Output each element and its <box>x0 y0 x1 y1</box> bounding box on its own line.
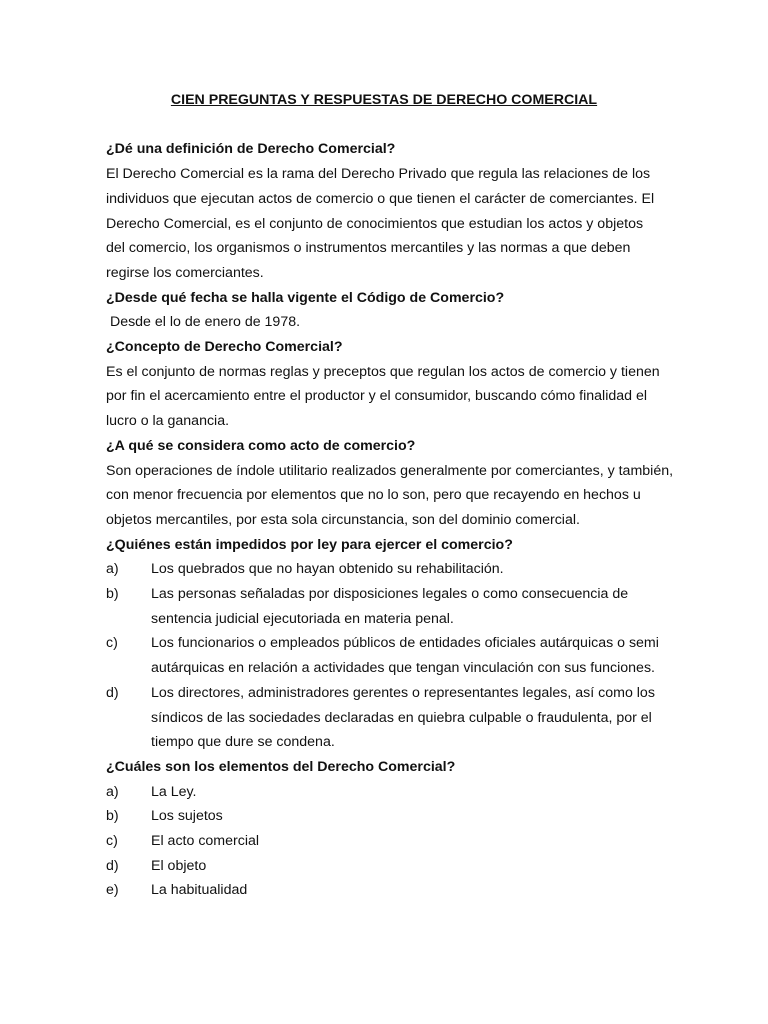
list-item-line: Los sujetos <box>151 808 223 825</box>
list-item-text <box>151 804 662 829</box>
answer-line: objetos mercantiles, por esta sola circunstancia, son del dominio comercial. <box>106 511 580 528</box>
answer-line: con menor frecuencia por elementos que no lo son, pero que recayendo en hechos u <box>106 487 641 504</box>
list-marker: b) <box>106 586 119 603</box>
list-marker: c) <box>106 833 118 850</box>
qa-section <box>106 434 674 533</box>
answer-line: regirse los comerciantes. <box>106 264 264 281</box>
answer-line: Son operaciones de índole utilitario realizados generalmente por comerciantes, y también, <box>106 462 674 479</box>
question-heading: ¿Concepto de Derecho Comercial? <box>106 339 343 356</box>
list-item <box>106 681 662 755</box>
list-item-line: tiempo que dure se condena. <box>151 734 335 751</box>
list-item-text <box>151 780 662 805</box>
list-item <box>106 829 662 854</box>
list-item <box>106 631 662 680</box>
list-item-text <box>151 557 662 582</box>
question-heading: ¿Desde qué fecha se halla vigente el Código de Comercio? <box>106 289 505 306</box>
document-page <box>106 88 674 903</box>
list-item-text <box>151 681 662 755</box>
answer-line: Es el conjunto de normas reglas y preceptos que regulan los actos de comercio y tienen <box>106 363 660 380</box>
answer-line: Derecho Comercial, es el conjunto de conocimientos que estudian los actos y objetos <box>106 215 644 232</box>
list-marker: b) <box>106 808 119 825</box>
list-marker: d) <box>106 684 119 701</box>
list-item-line: Las personas señaladas por disposiciones legales o como consecuencia de <box>151 586 629 603</box>
qa-section <box>106 335 662 434</box>
qa-section <box>106 137 662 285</box>
qa-section <box>106 286 662 335</box>
list-item-text <box>151 878 662 903</box>
list-item-line: autárquicas en relación a actividades que tengan vinculación con sus funciones. <box>151 660 655 677</box>
list-item <box>106 780 662 805</box>
question-heading: ¿Cuáles son los elementos del Derecho Comercial? <box>106 758 456 775</box>
document-title: CIEN PREGUNTAS Y RESPUESTAS DE DERECHO COMERCIAL <box>170 92 598 108</box>
list-item-line: Los directores, administradores gerentes o representantes legales, así como los <box>151 684 655 701</box>
list-item-text <box>151 854 662 879</box>
question-heading: ¿Quiénes están impedidos por ley para ejercer el comercio? <box>106 536 513 553</box>
answer-line: individuos que ejecutan actos de comercio o que tienen el carácter de comerciantes. El <box>106 190 655 207</box>
list-item-line: sentencia judicial ejecutoriada en materia penal. <box>151 610 454 627</box>
list-item-text <box>151 582 662 631</box>
answer-line: lucro o la ganancia. <box>106 413 230 430</box>
list-item <box>106 804 662 829</box>
list-item-line: Los quebrados que no hayan obtenido su rehabilitación. <box>151 561 504 578</box>
list-marker: c) <box>106 635 118 652</box>
list-marker: d) <box>106 857 119 874</box>
list-item <box>106 878 662 903</box>
list-item-line: síndicos de las sociedades declaradas en quiebra culpable o fraudulenta, por el <box>151 709 652 726</box>
answer-line: del comercio, los organismos o instrumentos mercantiles y las normas a que deben <box>106 240 631 257</box>
list-marker: a) <box>106 783 119 800</box>
qa-section <box>106 533 662 755</box>
question-heading: ¿A qué se considera como acto de comercio? <box>106 437 416 454</box>
answer-line: El Derecho Comercial es la rama del Derecho Privado que regula las relaciones de los <box>106 166 651 183</box>
list-marker: a) <box>106 561 119 578</box>
list-item-text <box>151 829 662 854</box>
list-item <box>106 557 662 582</box>
list-item-text <box>151 631 662 680</box>
list-item-line: La Ley. <box>151 783 197 800</box>
list-marker: e) <box>106 882 119 899</box>
list-item-line: El acto comercial <box>151 833 260 850</box>
list-item-line: La habitualidad <box>151 882 248 899</box>
list-item <box>106 582 662 631</box>
list-item-line: El objeto <box>151 857 207 874</box>
answer-line: por fin el acercamiento entre el productor y el consumidor, buscando cómo finalidad el <box>106 388 648 405</box>
qa-section <box>106 755 662 903</box>
answer-line: Desde el lo de enero de 1978. <box>106 314 301 331</box>
list-item <box>106 854 662 879</box>
list-item-line: Los funcionarios o empleados públicos de entidades oficiales autárquicas o semi <box>151 635 659 652</box>
question-heading: ¿Dé una definición de Derecho Comercial? <box>106 141 396 158</box>
